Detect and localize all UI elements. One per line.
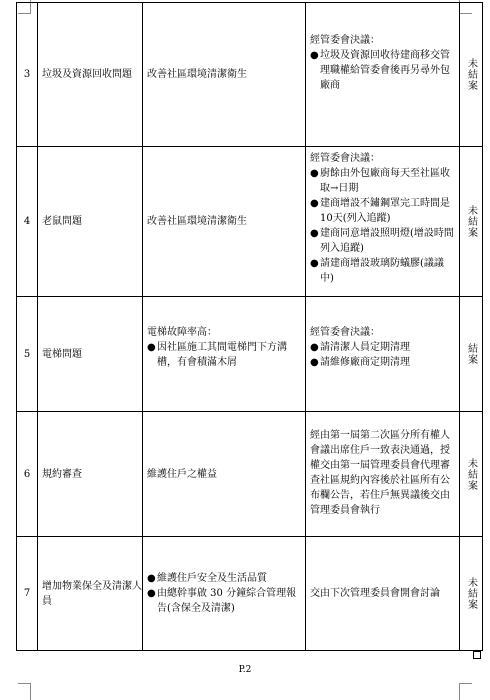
bullet-icon: ●	[310, 228, 319, 239]
resolution-item: ● 請清潔人員定期清理	[310, 342, 410, 353]
issues-table	[16, 2, 483, 651]
resolution-text: 經由第一屆第二次區分所有權人會議出席住戶一致表決通過，授權交由第一屆管理委員會代理審查社區規約內容後於社區所有公布欄公告，若住戶無異議後交由管理委員會執行	[310, 430, 450, 516]
table-row	[17, 3, 483, 147]
resolution-cell	[306, 3, 460, 147]
issue-description	[143, 147, 306, 297]
resolution-cell	[306, 412, 460, 537]
bullet-icon: ●	[310, 258, 319, 269]
issue-description	[143, 412, 306, 537]
issue-title: 增加物業保全及清潔人員	[38, 537, 143, 651]
resolution-title: 經管委會決議：	[310, 327, 380, 338]
resolution-title: 經管委會決議：	[310, 153, 380, 164]
issue-title: 老鼠問題	[38, 147, 143, 297]
description-title: 電梯故障率高：	[147, 327, 217, 338]
description-line: 維護住戶之權益	[147, 468, 217, 480]
description-item: ● 因社區施工其間電梯門下方溝槽，有會積滿木屑	[147, 342, 287, 368]
status-label: 未結案	[465, 205, 477, 238]
issue-title: 垃圾及資源回收問題	[38, 3, 143, 147]
bullet-icon: ●	[310, 198, 319, 209]
status-cell	[460, 297, 483, 412]
resolution-item: ● 垃圾及資源回收待建商移交管理職權給管委會後再另尋外包廠商	[310, 50, 450, 91]
row-number: 6	[17, 412, 38, 537]
row-number: 5	[17, 297, 38, 412]
status-cell	[460, 147, 483, 297]
page-number: P.2	[238, 665, 252, 675]
description-item: ● 維護住戶安全及生活品質	[147, 573, 267, 584]
bullet-icon: ●	[147, 588, 156, 599]
row-number: 3	[17, 3, 38, 147]
status-cell	[460, 3, 483, 147]
resolution-item: ● 請維修廠商定期清理	[310, 357, 410, 368]
resolution-cell	[306, 297, 460, 412]
resolution-cell	[306, 537, 460, 651]
description-item: ● 由總幹事啟 30 分鐘綜合管理報告(含保全及清潔)	[147, 588, 297, 614]
description-line: 改善社區環境清潔衛生	[147, 216, 247, 227]
bullet-icon: ●	[310, 50, 319, 61]
issue-description	[143, 537, 306, 651]
bullet-icon: ●	[310, 357, 319, 368]
table-row	[17, 297, 483, 412]
row-number: 4	[17, 147, 38, 297]
crop-mark	[18, 683, 31, 684]
issue-description	[143, 3, 306, 147]
paragraph-end-mark	[473, 651, 481, 659]
resolution-item: ● 請建商增設玻璃防蟻膠(議議中)	[310, 258, 444, 284]
resolution-text: 交由下次管理委員會開會討論	[310, 588, 440, 599]
table-row	[17, 147, 483, 297]
status-cell	[460, 537, 483, 651]
crop-mark	[30, 683, 31, 700]
resolution-item: ● 建商增設不鏽鋼罩完工時間是10天(列入追蹤)	[310, 198, 450, 224]
status-label: 未結案	[465, 58, 477, 91]
resolution-item: ● 建商同意增設照明燈(增設時間列入追蹤)	[310, 228, 454, 254]
bullet-icon: ●	[310, 342, 319, 353]
description-line: 改善社區環境清潔衛生	[147, 69, 247, 80]
status-cell	[460, 412, 483, 537]
issue-title: 規約審查	[38, 412, 143, 537]
crop-mark	[459, 683, 460, 700]
row-number: 7	[17, 537, 38, 651]
table-row	[17, 412, 483, 537]
bullet-icon: ●	[147, 342, 156, 353]
bullet-icon: ●	[310, 168, 319, 179]
resolution-item: ● 廚餘由外包廠商每天至社區收取→日期	[310, 168, 450, 194]
status-label: 結案	[465, 343, 477, 365]
status-label: 未結案	[465, 457, 477, 491]
crop-mark	[459, 683, 472, 684]
resolution-cell	[306, 147, 460, 297]
bullet-icon: ●	[147, 573, 156, 584]
issue-description	[143, 297, 306, 412]
table-row	[17, 537, 483, 651]
issue-title: 電梯問題	[38, 297, 143, 412]
status-label: 未結案	[465, 577, 477, 610]
resolution-title: 經管委會決議：	[310, 35, 380, 46]
